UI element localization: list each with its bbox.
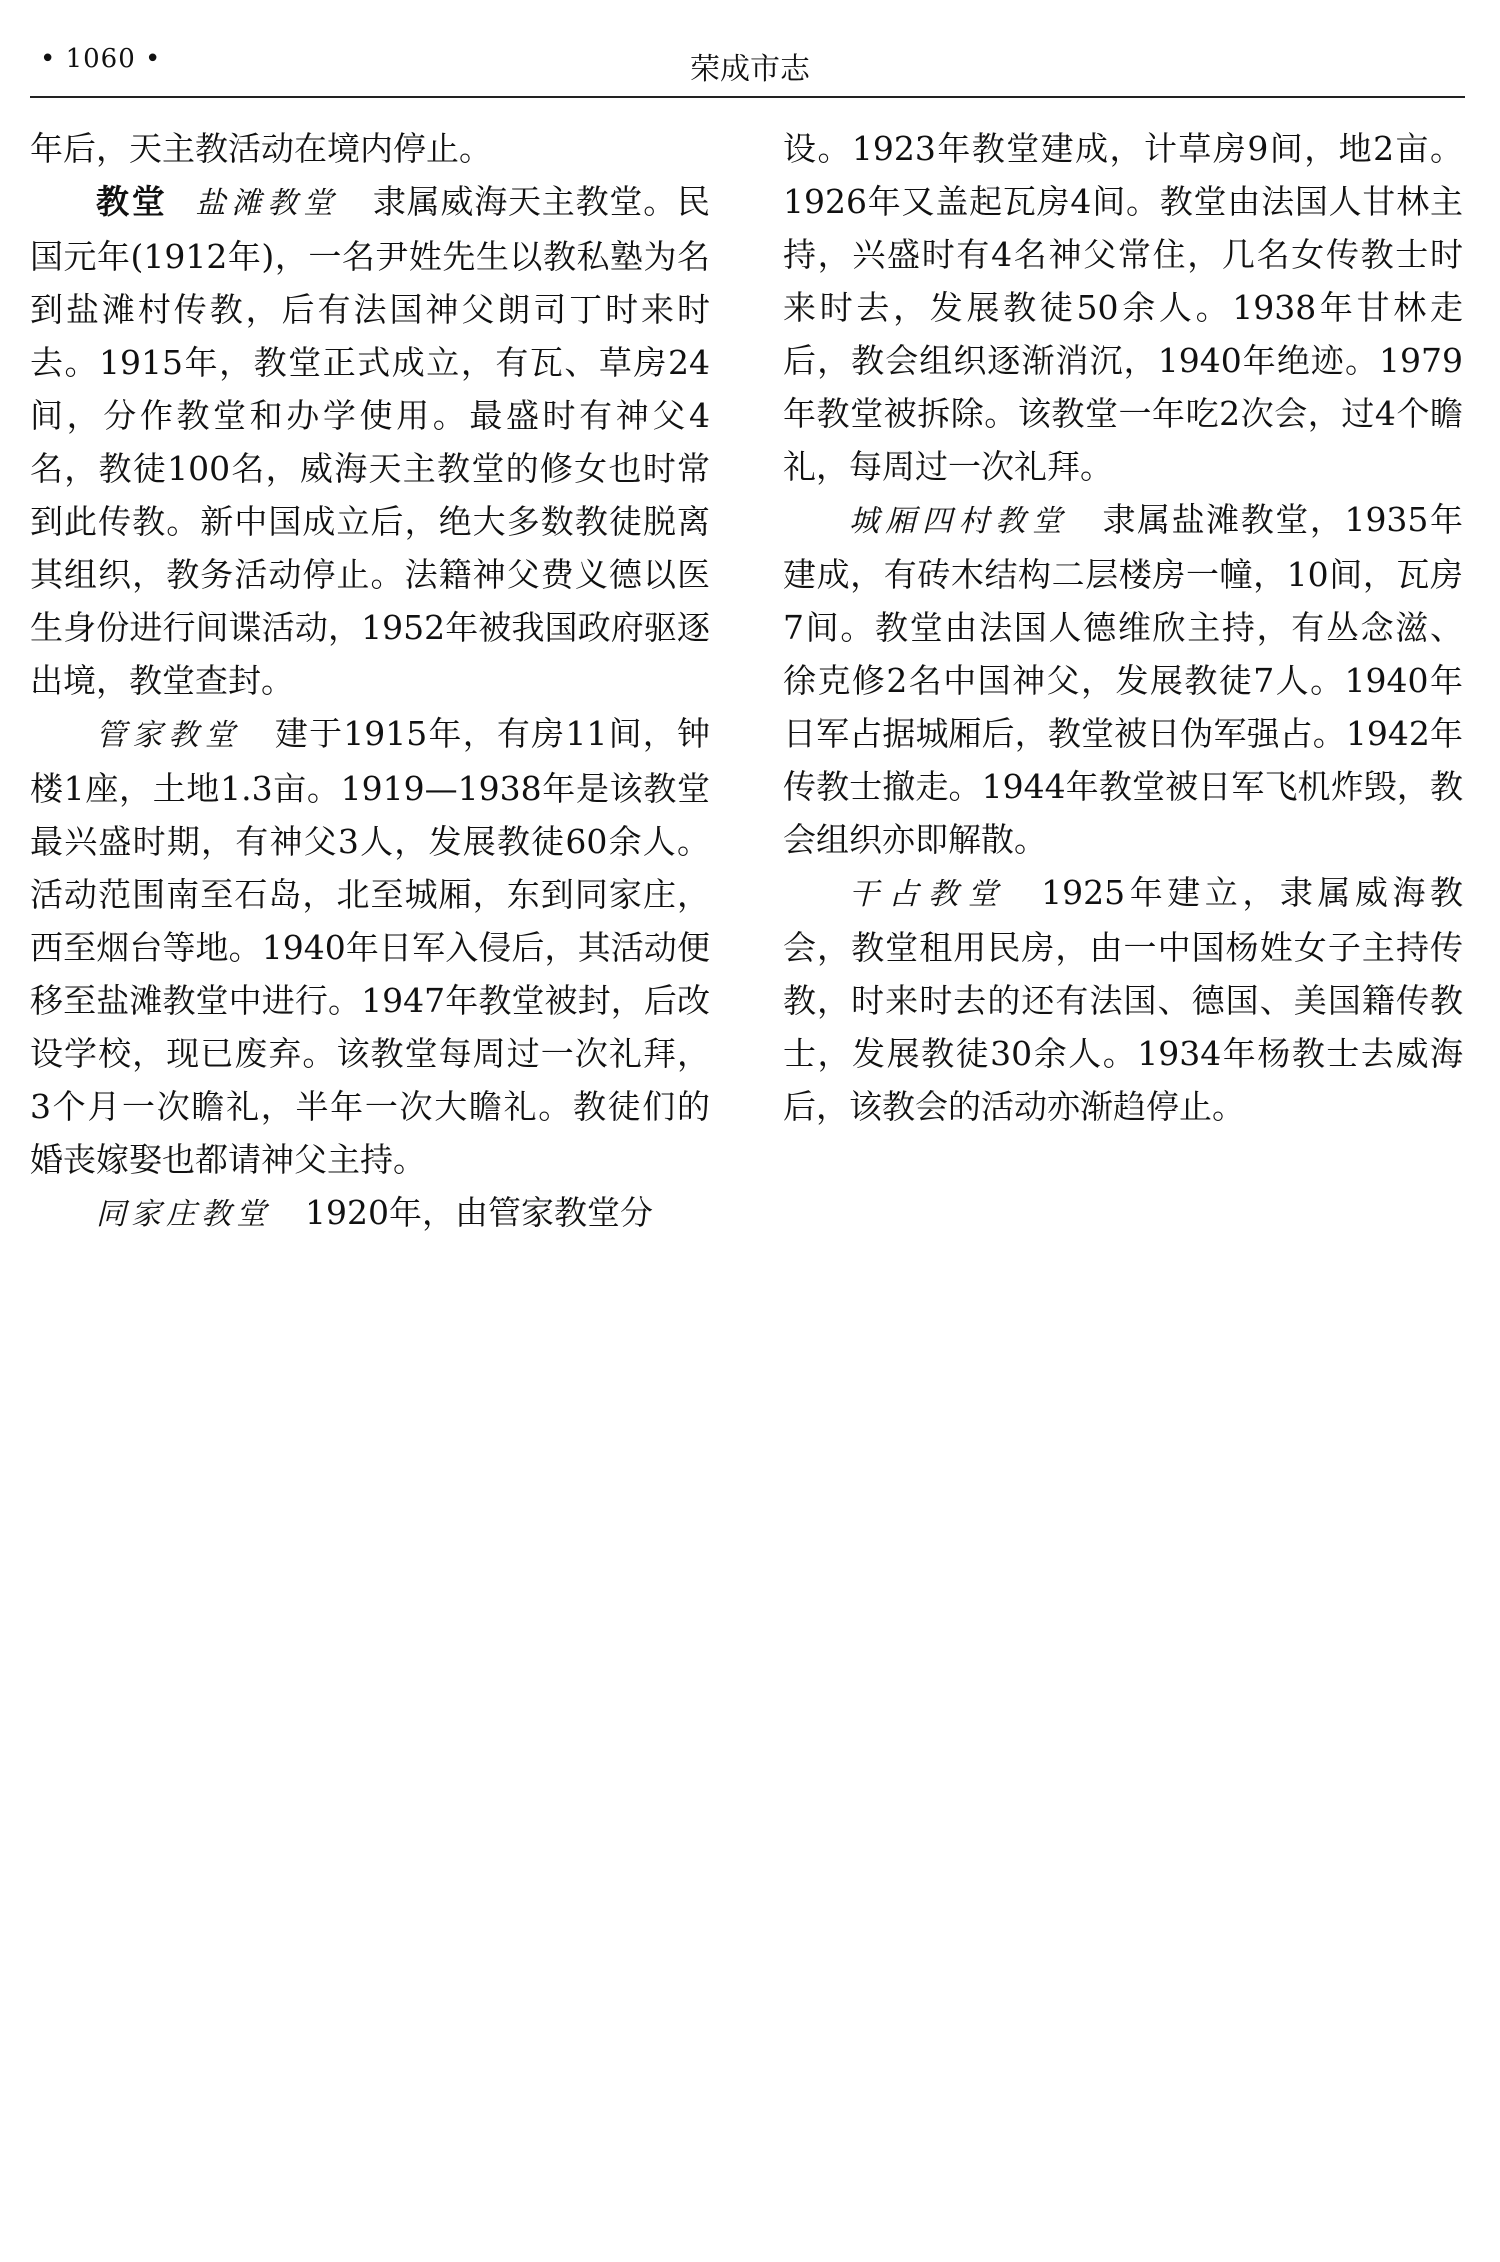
page-number: • 1060 • (40, 44, 162, 74)
paragraph-text: 隶属盐滩教堂，1935年建成，有砖木结构二层楼房一幢，10间，瓦房7间。教堂由法国人德维欣主持，有丛念滋、徐克修2名中国神父，发展教徒7人。1940年日军占据城厢后，教堂被日伪军强占。1942年传教士撤走。1944年教堂被日军飞机炸毁，教会组织亦即解散。 (783, 500, 1464, 859)
paragraph-yantan-church (30, 175, 710, 707)
left-column (30, 122, 710, 1241)
paragraph-text: 建于1915年，有房11间，钟楼1座，土地1.3亩。1919—1938年是该教堂最兴盛时期，有神父3人，发展教徒60余人。活动范围南至石岛，北至城厢，东到同家庄，西至烟台等地。1940年日军入侵后，其活动便移至盐滩教堂中进行。1947年教堂被封，后改设学校，现已废弃。该教堂每周过一次礼拜，3个月一次瞻礼，半年一次大瞻礼。教徒们的婚丧嫁娶也都请神父主持。 (30, 714, 711, 1179)
paragraph-ganzhan-church (783, 866, 1463, 1133)
right-column (783, 122, 1463, 1133)
entry-title-tongjiazhuang: 同家庄教堂 (96, 1197, 271, 1232)
paragraph-text: 设。1923年教堂建成，计草房9间，地2亩。1926年又盖起瓦房4间。教堂由法国人甘林主持，兴盛时有4名神父常住，几名女传教士时来时去，发展教徒50余人。1938年甘林走后，教会组织逐渐消沉，1940年绝迹。1979年教堂被拆除。该教堂一年吃2次会，过4个瞻礼，每周过一次礼拜。 (783, 129, 1463, 486)
paragraph-text: 隶属威海天主教堂。民国元年(1912年)，一名尹姓先生以教私塾为名到盐滩村传教，后有法国神父朗司丁时来时去。1915年，教堂正式成立，有瓦、草房24间，分作教堂和办学使用。最盛时有神父4名，教徒100名，威海天主教堂的修女也时常到此传教。新中国成立后，绝大多数教徒脱离其组织，教务活动停止。法籍神父费义德以医生身份进行间谍活动，1952年被我国政府驱逐出境，教堂查封。 (30, 182, 711, 700)
paragraph-tongjiazhuang-continued (783, 122, 1463, 493)
entry-title-yantan: 盐滩教堂 (195, 186, 339, 221)
paragraph-guanjia-church (30, 707, 710, 1186)
paragraph-text: 1920年，由管家教堂分 (305, 1193, 653, 1232)
entry-title-ganzhan: 干占教堂 (849, 877, 1008, 912)
paragraph-chengxiang-church (783, 493, 1463, 866)
header-rule (30, 96, 1465, 98)
paragraph-text: 1925年建立，隶属威海教会，教堂租用民房，由一中国杨姓女子主持传教，时来时去的还有法国、德国、美国籍传教士，发展教徒30余人。1934年杨教士去威海后，该教会的活动亦渐趋停止。 (783, 873, 1464, 1126)
entry-title-guanjia: 管家教堂 (96, 718, 241, 753)
paragraph-tongjiazhuang-church (30, 1186, 710, 1241)
section-heading: 教堂 (96, 182, 168, 221)
paragraph-text: 年后，天主教活动在境内停止。 (30, 129, 492, 168)
paragraph-continuation (30, 122, 710, 175)
entry-title-chengxiang: 城厢四村教堂 (849, 504, 1069, 539)
running-title: 荣成市志 (690, 52, 810, 87)
